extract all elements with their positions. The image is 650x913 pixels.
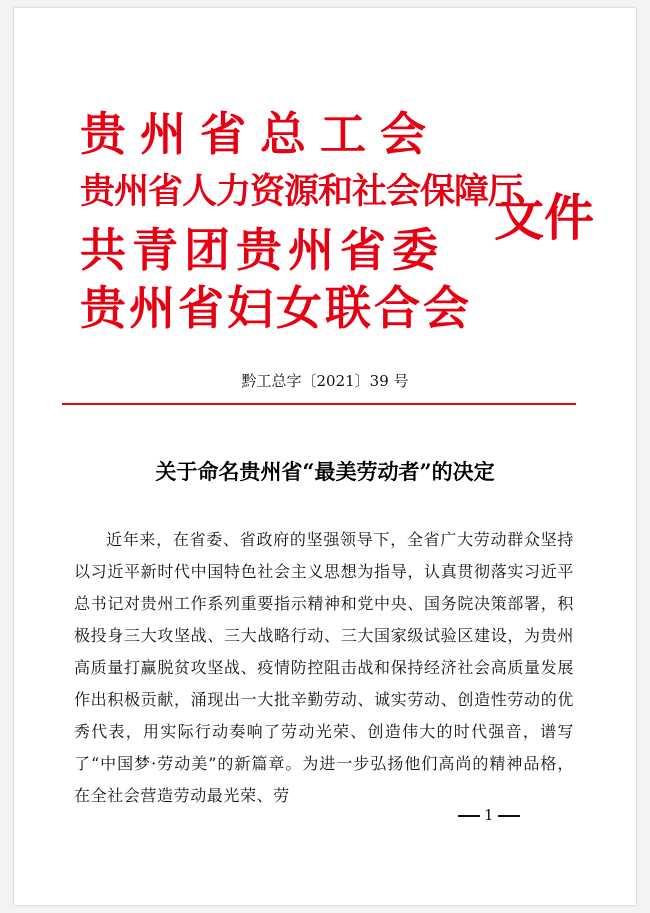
page-number-dash-right <box>498 815 520 817</box>
document-number: 黔工总字〔2021〕39 号 <box>241 372 409 390</box>
header-divider <box>62 403 576 405</box>
page-number-value: 1 <box>484 806 494 824</box>
page-number-dash-left <box>458 815 480 817</box>
issuer-name: 贵州省总工会 <box>80 107 440 161</box>
body-paragraph: 近年来，在省委、省政府的坚强领导下，全省广大劳动群众坚持以习近平新时代中国特色社会主义思想为指导，认真贯彻落实习近平总书记对贵州工作系列重要指示精神和党中央、国务院决策部署，积极投身三大攻坚战、三大战略行动、三大国家级试验区建设，为贵州高质量打赢脱贫攻坚战、疫情防控阻击战和保持经济社会高质量发展作出积极贡献，涌现出一大批辛勤劳动、诚实劳动、创造性劳动的优秀代表，用实际行动奏响了劳动光荣、创造伟大的时代强音，谱写了“中国梦·劳动美”的新篇章。为进一步弘扬他们高尚的精神品格，在全社会营造劳动最光荣、劳 <box>74 530 574 805</box>
issuer-name: 共青团贵州省委 <box>80 223 444 277</box>
page-number <box>454 806 524 824</box>
issuer-name: 贵州省妇女联合会 <box>80 281 472 335</box>
doc-type-label: 文件 <box>494 188 594 247</box>
document-title: 关于命名贵州省“最美劳动者”的决定 <box>155 459 495 484</box>
issuer-name: 贵州省人力资源和社会保障厅 <box>80 171 523 212</box>
document-page <box>14 8 636 905</box>
